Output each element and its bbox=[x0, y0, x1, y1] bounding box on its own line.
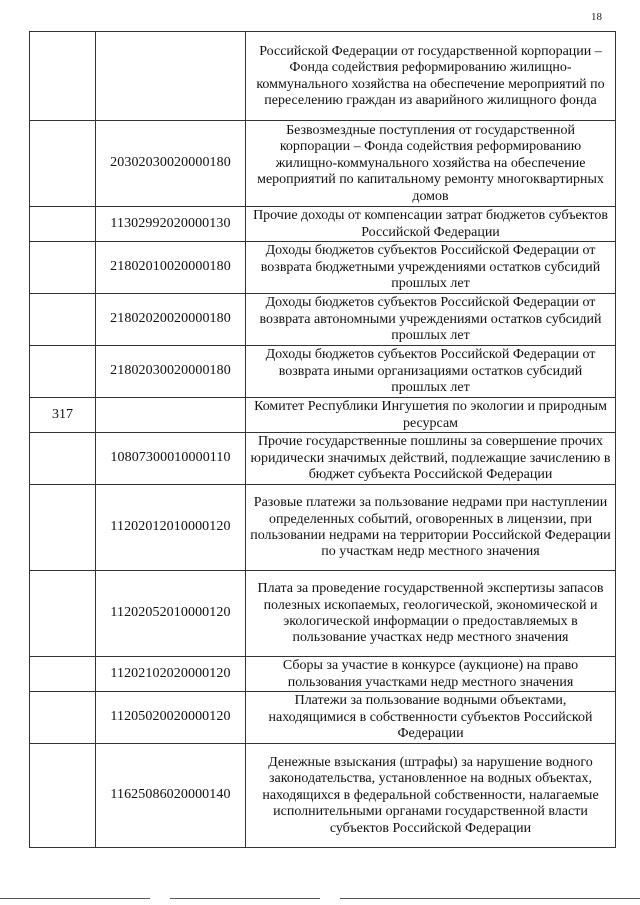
admin-code-cell bbox=[30, 485, 96, 571]
admin-code-cell bbox=[30, 657, 96, 692]
revenue-name-cell: Доходы бюджетов субъектов Российской Федерации от возврата иными организациями остатков субсидий прошлых лет bbox=[246, 346, 616, 398]
revenue-name-cell: Плата за проведение государственной экспертизы запасов полезных ископаемых, геологической, экономической и экологической информации о предоставляемых в пользование участках недр местного значения bbox=[246, 571, 616, 657]
revenue-name-cell: Денежные взыскания (штрафы) за нарушение водного законодательства, установленное на водных объектах, находящихся в федеральной собственности, налагаемые исполнительными органами государственной власти субъектов Российской Федерации bbox=[246, 744, 616, 848]
admin-code-cell: 317 bbox=[30, 398, 96, 433]
kbk-code-cell: 21802030020000180 bbox=[96, 346, 246, 398]
kbk-code-cell: 21802020020000180 bbox=[96, 294, 246, 346]
kbk-code-cell: 11625086020000140 bbox=[96, 744, 246, 848]
table-row bbox=[30, 242, 616, 294]
kbk-code-cell: 11205020020000120 bbox=[96, 692, 246, 744]
table-row bbox=[30, 121, 616, 207]
admin-code-cell bbox=[30, 692, 96, 744]
page-number: 18 bbox=[591, 11, 602, 23]
admin-code-cell bbox=[30, 207, 96, 242]
table-row bbox=[30, 571, 616, 657]
table-row bbox=[30, 485, 616, 571]
table-row bbox=[30, 32, 616, 121]
revenue-name-cell: Платежи за пользование водными объектами, находящимися в собственности субъектов Российской Федерации bbox=[246, 692, 616, 744]
admin-code-cell bbox=[30, 32, 96, 121]
revenue-name-cell: Доходы бюджетов субъектов Российской Федерации от возврата бюджетными учреждениями остатков субсидий прошлых лет bbox=[246, 242, 616, 294]
admin-code-cell bbox=[30, 242, 96, 294]
bottom-rule-left bbox=[0, 898, 150, 899]
table-body bbox=[30, 32, 616, 848]
table-row bbox=[30, 692, 616, 744]
kbk-code-cell: 11202012010000120 bbox=[96, 485, 246, 571]
kbk-code-cell: 11302992020000130 bbox=[96, 207, 246, 242]
table-row bbox=[30, 207, 616, 242]
revenue-name-cell: Прочие государственные пошлины за совершение прочих юридически значимых действий, подлежащие зачислению в бюджет субъекта Российской Федерации bbox=[246, 433, 616, 485]
revenue-classification-table bbox=[29, 31, 616, 848]
revenue-name-cell: Российской Федерации от государственной корпорации – Фонда содействия реформированию жилищно-коммунального хозяйства на обеспечение мероприятий по переселению граждан из аварийного жилищного фонда bbox=[246, 32, 616, 121]
revenue-name-cell: Доходы бюджетов субъектов Российской Федерации от возврата автономными учреждениями остатков субсидий прошлых лет bbox=[246, 294, 616, 346]
revenue-name-cell: Прочие доходы от компенсации затрат бюджетов субъектов Российской Федерации bbox=[246, 207, 616, 242]
admin-code-cell bbox=[30, 744, 96, 848]
table-row bbox=[30, 346, 616, 398]
kbk-code-cell: 11202052010000120 bbox=[96, 571, 246, 657]
revenue-name-cell: Комитет Республики Ингушетия по экологии и природным ресурсам bbox=[246, 398, 616, 433]
table-row bbox=[30, 294, 616, 346]
table-row bbox=[30, 433, 616, 485]
admin-code-cell bbox=[30, 294, 96, 346]
revenue-name-cell: Сборы за участие в конкурсе (аукционе) на право пользования участками недр местного значения bbox=[246, 657, 616, 692]
table-row bbox=[30, 398, 616, 433]
kbk-code-cell: 21802010020000180 bbox=[96, 242, 246, 294]
kbk-code-cell: 11202102020000120 bbox=[96, 657, 246, 692]
table-row bbox=[30, 744, 616, 848]
kbk-code-cell bbox=[96, 398, 246, 433]
revenue-name-cell: Разовые платежи за пользование недрами при наступлении определенных событий, оговоренных в лицензии, при пользовании недрами на территории Российской Федерации по участкам недр местного значения bbox=[246, 485, 616, 571]
table-row bbox=[30, 657, 616, 692]
kbk-code-cell: 10807300010000110 bbox=[96, 433, 246, 485]
bottom-rule-middle bbox=[170, 898, 320, 899]
bottom-rule-right bbox=[340, 898, 640, 899]
kbk-code-cell: 20302030020000180 bbox=[96, 121, 246, 207]
revenue-name-cell: Безвозмездные поступления от государственной корпорации – Фонда содействия реформированию жилищно-коммунального хозяйства на обеспечение мероприятий по капитальному ремонту многоквартирных домов bbox=[246, 121, 616, 207]
kbk-code-cell bbox=[96, 32, 246, 121]
admin-code-cell bbox=[30, 346, 96, 398]
admin-code-cell bbox=[30, 433, 96, 485]
admin-code-cell bbox=[30, 121, 96, 207]
admin-code-cell bbox=[30, 571, 96, 657]
